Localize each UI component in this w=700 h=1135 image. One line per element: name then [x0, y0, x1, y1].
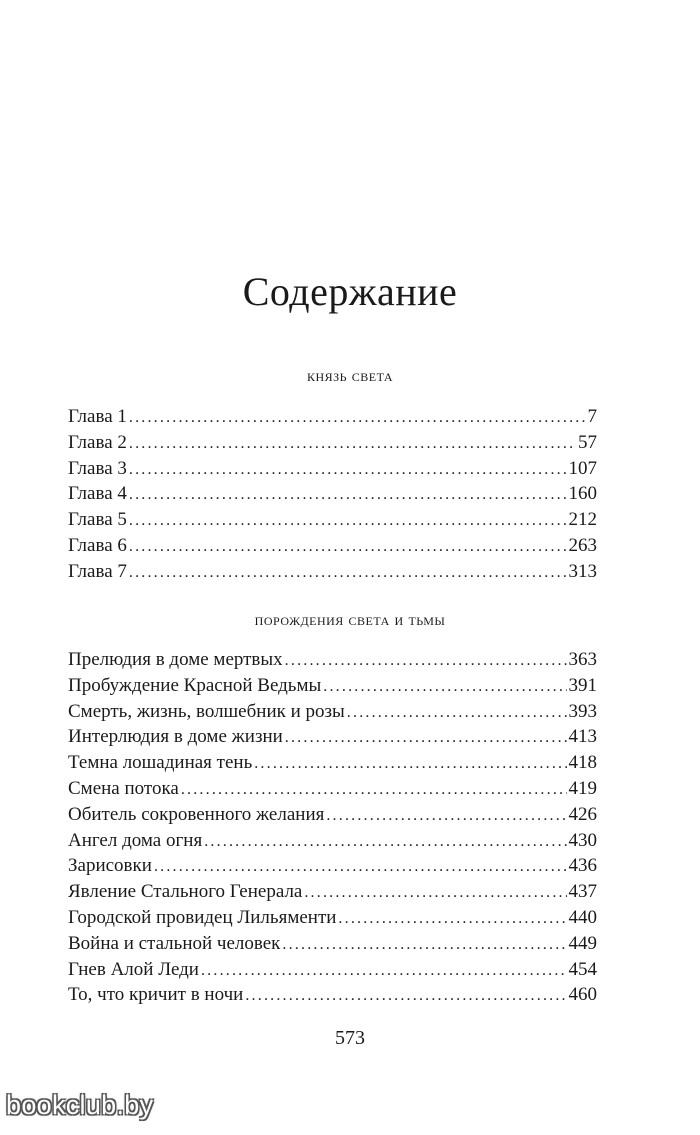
- toc-entry-page: 437: [568, 881, 597, 903]
- toc-entry-title: Ангел дома огня: [68, 829, 203, 851]
- toc-entry: [68, 699, 597, 725]
- toc-entry-page: 363: [568, 649, 597, 670]
- toc-leader-dots: [129, 431, 576, 457]
- toc-leader-dots: [285, 648, 567, 674]
- toc-leader-dots: [129, 457, 567, 483]
- toc-leader-dots: [129, 508, 567, 534]
- toc-entry-title: Глава 3: [68, 457, 127, 479]
- toc-entry-title: Глава 5: [68, 509, 127, 531]
- toc-entry: [68, 673, 597, 699]
- toc-entry-page: 263: [568, 534, 597, 556]
- toc-entry: [68, 828, 597, 854]
- toc-entry: [68, 905, 597, 931]
- toc-leader-dots: [154, 854, 567, 880]
- part1-heading: князь света: [306, 366, 394, 385]
- toc-leader-dots: [129, 405, 586, 431]
- toc-leader-dots: [282, 932, 566, 958]
- toc-leader-dots: [326, 803, 566, 829]
- toc-leader-dots: [323, 674, 566, 700]
- toc-entry-page: 460: [568, 984, 597, 1006]
- toc-entry-title: Гнев Алой Леди: [68, 958, 199, 980]
- toc-entry: [68, 430, 597, 456]
- toc-entry-page: 313: [568, 560, 597, 582]
- toc-entry-page: 449: [568, 932, 597, 954]
- toc-entry-page: 212: [568, 509, 597, 531]
- toc-entry: [68, 982, 597, 1008]
- toc-entry-title: Явление Стального Генерала: [68, 881, 303, 903]
- toc-entry-title: Городской провидец Лильяменти: [68, 906, 337, 928]
- toc-leader-dots: [129, 534, 567, 560]
- toc-entry-title: Зарисовки: [68, 855, 152, 877]
- toc-leader-dots: [304, 880, 566, 906]
- toc-entry-title: Темна лошадиная тень: [68, 752, 253, 774]
- toc-entry-title: Обитель сокровенного желания: [68, 803, 325, 825]
- toc-entry-title: Глава 7: [68, 560, 127, 582]
- toc-entry: [68, 750, 597, 776]
- toc-leader-dots: [129, 560, 567, 586]
- toc-entry-page: 107: [568, 457, 597, 479]
- toc-entry: [68, 776, 597, 802]
- toc-entry-page: 454: [568, 958, 597, 980]
- toc-entry-page: 413: [568, 726, 597, 748]
- toc-leader-dots: [347, 700, 567, 726]
- toc-entry-title: Глава 2: [68, 431, 127, 453]
- page-number: 573: [335, 1027, 365, 1049]
- toc-entry-page: 436: [568, 855, 597, 877]
- toc-entry-title: То, что кричит в ночи: [68, 984, 244, 1006]
- toc-entry-title: Глава 1: [68, 406, 127, 427]
- toc-entry-title: Прелюдия в доме мертвых: [68, 649, 283, 670]
- toc-entry: [68, 507, 597, 533]
- toc-entry-page: 426: [568, 803, 597, 825]
- toc-entry-page: 391: [568, 674, 597, 696]
- toc-leader-dots: [129, 482, 567, 508]
- toc-leader-dots: [201, 958, 567, 984]
- toc-entry-title: Глава 4: [68, 483, 127, 505]
- part2-heading: порождения света и тьмы: [254, 610, 446, 629]
- toc-entry: [68, 879, 597, 905]
- toc-leader-dots: [245, 983, 566, 1009]
- toc-entry-title: Смерть, жизнь, волшебник и розы: [68, 700, 345, 722]
- toc-entry-page: 393: [568, 700, 597, 722]
- toc-entry-page: 418: [568, 752, 597, 774]
- toc-leader-dots: [254, 751, 566, 777]
- toc-entry: [68, 957, 597, 983]
- part2-toc-list: [68, 647, 597, 1008]
- part1-toc-list: [68, 404, 597, 585]
- toc-entry-title: Смена потока: [68, 777, 179, 799]
- toc-entry-page: 440: [568, 906, 597, 928]
- toc-entry: [68, 802, 597, 828]
- toc-entry-page: 7: [587, 406, 597, 427]
- toc-leader-dots: [338, 906, 566, 932]
- toc-leader-dots: [285, 725, 567, 751]
- toc-entry: [68, 853, 597, 879]
- toc-entry-title: Пробуждение Красной Ведьмы: [68, 674, 322, 696]
- toc-entry: [68, 404, 597, 430]
- toc-entry-title: Глава 6: [68, 534, 127, 556]
- toc-entry-page: 419: [568, 777, 597, 799]
- toc-entry-page: 57: [578, 431, 597, 453]
- toc-entry-page: 160: [568, 483, 597, 505]
- toc-entry-page: 430: [568, 829, 597, 851]
- toc-entry: [68, 724, 597, 750]
- site-watermark: bookclub.by: [6, 1090, 154, 1120]
- toc-entry-title: Война и стальной человек: [68, 932, 281, 954]
- toc-entry: [68, 931, 597, 957]
- toc-entry: [68, 533, 597, 559]
- toc-entry: [68, 559, 597, 585]
- toc-entry-title: Интерлюдия в доме жизни: [68, 726, 283, 748]
- toc-entry: [68, 647, 597, 673]
- toc-entry: [68, 481, 597, 507]
- page-title: Содержание: [242, 269, 458, 314]
- toc-leader-dots: [204, 829, 566, 855]
- toc-leader-dots: [181, 777, 567, 803]
- toc-entry: [68, 456, 597, 482]
